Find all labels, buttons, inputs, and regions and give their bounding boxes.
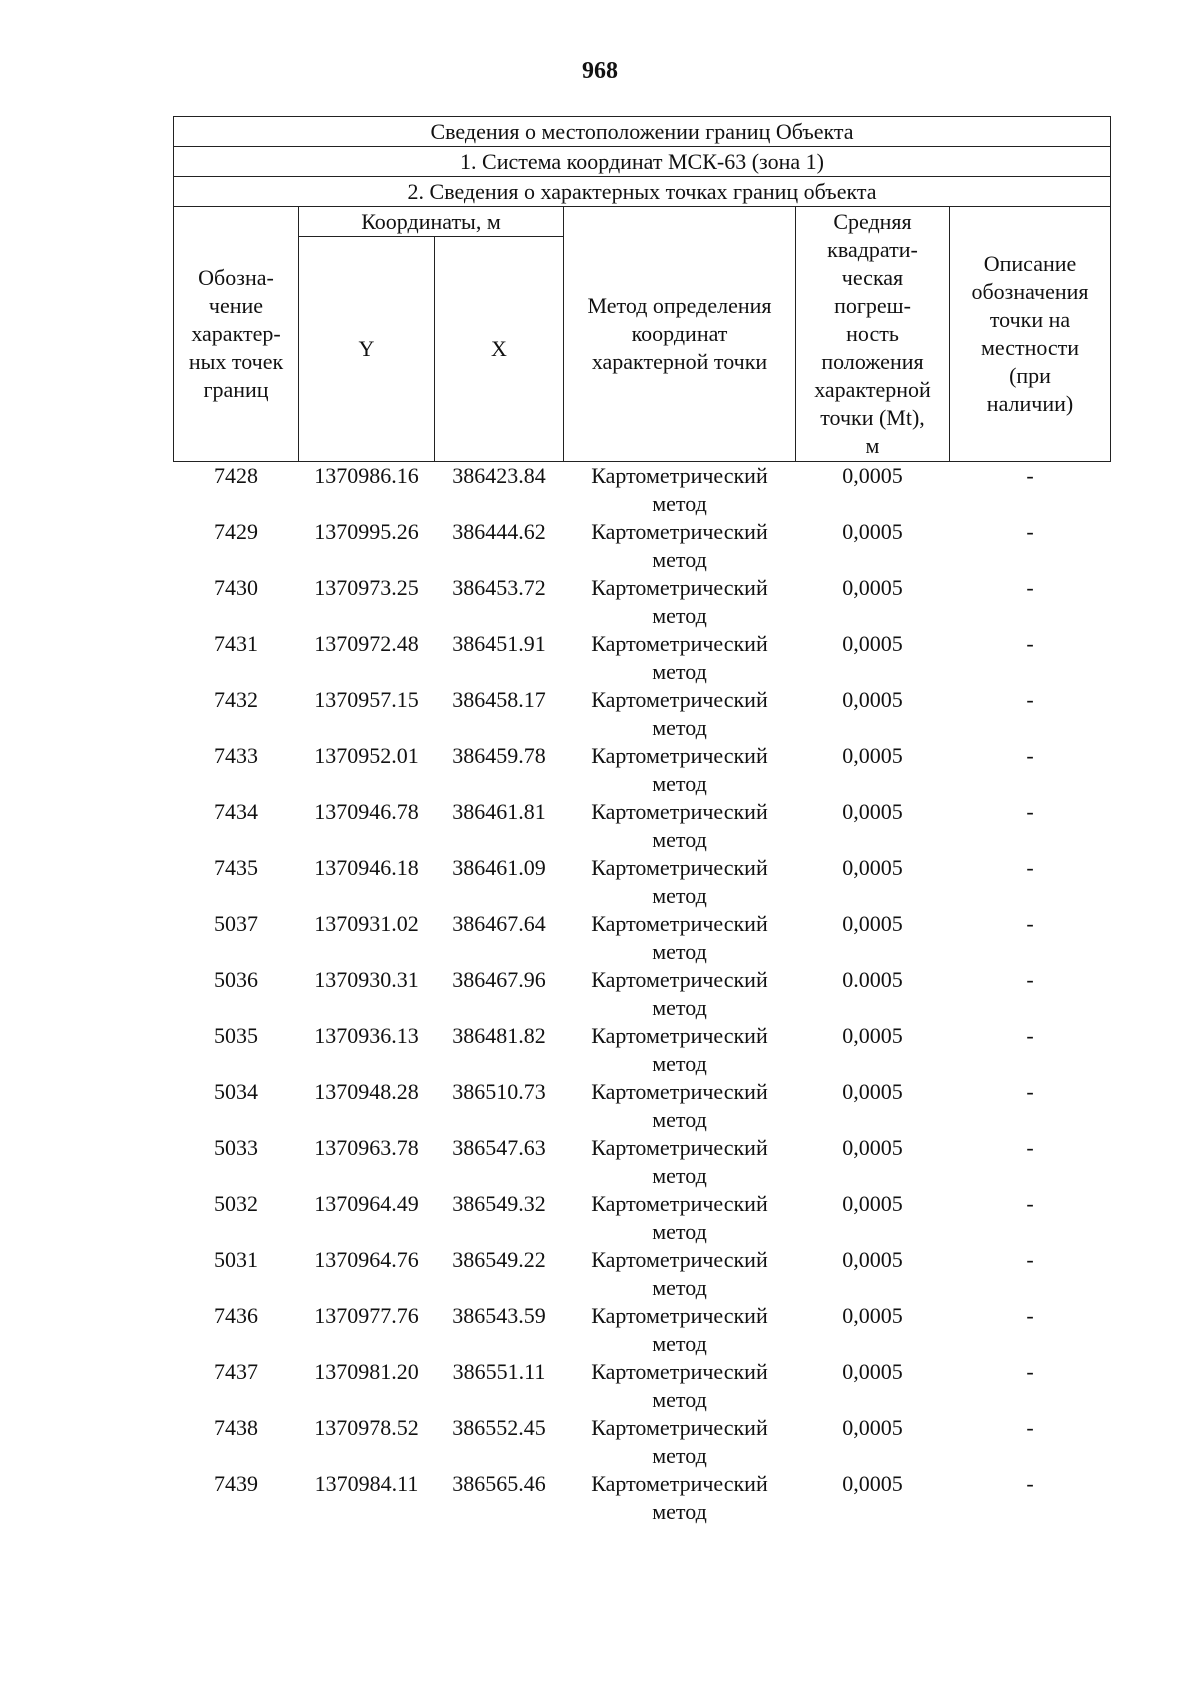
table-row [174, 1246, 1111, 1302]
cell-error: 0,0005 [842, 855, 903, 880]
cell-y: 1370984.11 [314, 1471, 419, 1496]
cell-y: 1370946.18 [314, 855, 419, 880]
cell-point-number: 7432 [214, 687, 258, 712]
cell-error: 0,0005 [842, 1471, 903, 1496]
cell-x: 386461.09 [452, 855, 546, 880]
cell-point-number: 5037 [214, 911, 258, 936]
cell-method: Картометрический метод [591, 1023, 768, 1076]
table-row [174, 1414, 1111, 1470]
cell-description: - [1026, 1471, 1034, 1496]
cell-method: Картометрический метод [591, 1359, 768, 1412]
cell-point-number: 7436 [214, 1303, 258, 1328]
cell-method: Картометрический метод [591, 855, 768, 908]
cell-point-number: 7435 [214, 855, 258, 880]
cell-point-number: 7433 [214, 743, 258, 768]
cell-point-number: 5036 [214, 967, 258, 992]
cell-description: - [1026, 1359, 1034, 1384]
cell-error: 0,0005 [842, 1023, 903, 1048]
cell-y: 1370973.25 [314, 575, 419, 600]
cell-description: - [1026, 1135, 1034, 1160]
table-row [174, 518, 1111, 574]
cell-x: 386459.78 [452, 743, 546, 768]
cell-y: 1370964.49 [314, 1191, 419, 1216]
cell-x: 386458.17 [452, 687, 546, 712]
cell-description: - [1026, 967, 1034, 992]
header-designation: Обозна- чение характер- ных точек границ [174, 207, 299, 462]
table-row [174, 1078, 1111, 1134]
table-row [174, 462, 1111, 519]
cell-method: Картометрический метод [591, 799, 768, 852]
cell-description: - [1026, 687, 1034, 712]
cell-point-number: 5032 [214, 1191, 258, 1216]
cell-description: - [1026, 575, 1034, 600]
header-error: Средняя квадрати- ческая погреш- ность положения характерной точки (Mt), м [796, 207, 950, 462]
cell-method: Картометрический метод [591, 575, 768, 628]
cell-error: 0,0005 [842, 743, 903, 768]
cell-point-number: 7439 [214, 1471, 258, 1496]
cell-error: 0,0005 [842, 519, 903, 544]
table-row [174, 1358, 1111, 1414]
table-body [174, 462, 1111, 1527]
cell-y: 1370936.13 [314, 1023, 419, 1048]
cell-description: - [1026, 1415, 1034, 1440]
table-row [174, 1190, 1111, 1246]
cell-error: 0,0005 [842, 1247, 903, 1272]
header-method: Метод определения координат характерной точки [564, 207, 796, 462]
cell-y: 1370981.20 [314, 1359, 419, 1384]
cell-method: Картометрический метод [591, 687, 768, 740]
cell-error: 0,0005 [842, 1079, 903, 1104]
cell-y: 1370964.76 [314, 1247, 419, 1272]
coordinate-system-title: 1. Система координат МСК-63 (зона 1) [174, 147, 1111, 177]
cell-error: 0,0005 [842, 687, 903, 712]
cell-point-number: 5031 [214, 1247, 258, 1272]
table-row [174, 742, 1111, 798]
cell-description: - [1026, 1191, 1034, 1216]
cell-point-number: 7438 [214, 1415, 258, 1440]
table-row [174, 910, 1111, 966]
cell-x: 386481.82 [452, 1023, 546, 1048]
cell-x: 386444.62 [452, 519, 546, 544]
cell-x: 386451.91 [452, 631, 546, 656]
cell-description: - [1026, 631, 1034, 656]
cell-y: 1370930.31 [314, 967, 419, 992]
cell-x: 386461.81 [452, 799, 546, 824]
cell-method: Картометрический метод [591, 967, 768, 1020]
cell-description: - [1026, 911, 1034, 936]
table-row [174, 1470, 1111, 1526]
cell-point-number: 7428 [214, 463, 258, 488]
boundary-points-table [173, 116, 1111, 1526]
cell-error: 0.0005 [842, 967, 903, 992]
cell-description: - [1026, 799, 1034, 824]
cell-y: 1370986.16 [314, 463, 419, 488]
cell-y: 1370946.78 [314, 799, 419, 824]
table-title: Сведения о местоположении границ Объекта [174, 117, 1111, 147]
cell-method: Картометрический метод [591, 1247, 768, 1300]
table-row [174, 1302, 1111, 1358]
cell-description: - [1026, 463, 1034, 488]
table-header [174, 117, 1111, 462]
cell-y: 1370995.26 [314, 519, 419, 544]
cell-y: 1370952.01 [314, 743, 419, 768]
cell-error: 0,0005 [842, 1135, 903, 1160]
cell-method: Картометрический метод [591, 519, 768, 572]
cell-y: 1370963.78 [314, 1135, 419, 1160]
cell-point-number: 7431 [214, 631, 258, 656]
table-row [174, 1134, 1111, 1190]
cell-error: 0,0005 [842, 463, 903, 488]
cell-point-number: 7437 [214, 1359, 258, 1384]
cell-error: 0,0005 [842, 911, 903, 936]
cell-description: - [1026, 1023, 1034, 1048]
cell-description: - [1026, 743, 1034, 768]
table-row [174, 574, 1111, 630]
cell-point-number: 7430 [214, 575, 258, 600]
cell-point-number: 5035 [214, 1023, 258, 1048]
cell-error: 0,0005 [842, 1191, 903, 1216]
header-y: Y [299, 237, 435, 462]
cell-error: 0,0005 [842, 1359, 903, 1384]
cell-x: 386551.11 [452, 1359, 546, 1384]
table-row [174, 630, 1111, 686]
cell-method: Картометрический метод [591, 1415, 768, 1468]
cell-error: 0,0005 [842, 631, 903, 656]
cell-x: 386552.45 [452, 1415, 546, 1440]
table-row [174, 686, 1111, 742]
cell-error: 0,0005 [842, 1415, 903, 1440]
cell-description: - [1026, 1079, 1034, 1104]
cell-point-number: 7429 [214, 519, 258, 544]
cell-point-number: 7434 [214, 799, 258, 824]
cell-x: 386543.59 [452, 1303, 546, 1328]
table-row [174, 966, 1111, 1022]
cell-method: Картометрический метод [591, 1191, 768, 1244]
cell-error: 0,0005 [842, 1303, 903, 1328]
cell-x: 386547.63 [452, 1135, 546, 1160]
cell-description: - [1026, 855, 1034, 880]
cell-y: 1370978.52 [314, 1415, 419, 1440]
table-row [174, 854, 1111, 910]
cell-y: 1370931.02 [314, 911, 419, 936]
cell-x: 386565.46 [452, 1471, 546, 1496]
cell-x: 386453.72 [452, 575, 546, 600]
cell-x: 386549.32 [452, 1191, 546, 1216]
cell-error: 0,0005 [842, 799, 903, 824]
cell-method: Картометрический метод [591, 631, 768, 684]
cell-y: 1370972.48 [314, 631, 419, 656]
cell-y: 1370977.76 [314, 1303, 419, 1328]
cell-y: 1370957.15 [314, 687, 419, 712]
table-row [174, 1022, 1111, 1078]
header-coordinates: Координаты, м [299, 207, 564, 237]
cell-method: Картометрический метод [591, 1471, 768, 1524]
cell-method: Картометрический метод [591, 1079, 768, 1132]
header-description: Описание обозначения точки на местности (при наличии) [950, 207, 1111, 462]
cell-method: Картометрический метод [591, 463, 768, 516]
cell-description: - [1026, 1247, 1034, 1272]
cell-error: 0,0005 [842, 575, 903, 600]
cell-point-number: 5034 [214, 1079, 258, 1104]
cell-y: 1370948.28 [314, 1079, 419, 1104]
header-x: X [435, 237, 564, 462]
cell-method: Картометрический метод [591, 743, 768, 796]
cell-x: 386510.73 [452, 1079, 546, 1104]
cell-point-number: 5033 [214, 1135, 258, 1160]
cell-method: Картометрический метод [591, 1303, 768, 1356]
cell-x: 386549.22 [452, 1247, 546, 1272]
section-title: 2. Сведения о характерных точках границ объекта [174, 177, 1111, 207]
cell-x: 386467.96 [452, 967, 546, 992]
cell-x: 386423.84 [452, 463, 546, 488]
page-number: 968 [582, 58, 618, 84]
cell-description: - [1026, 519, 1034, 544]
cell-description: - [1026, 1303, 1034, 1328]
cell-method: Картометрический метод [591, 911, 768, 964]
table-row [174, 798, 1111, 854]
cell-method: Картометрический метод [591, 1135, 768, 1188]
cell-x: 386467.64 [452, 911, 546, 936]
